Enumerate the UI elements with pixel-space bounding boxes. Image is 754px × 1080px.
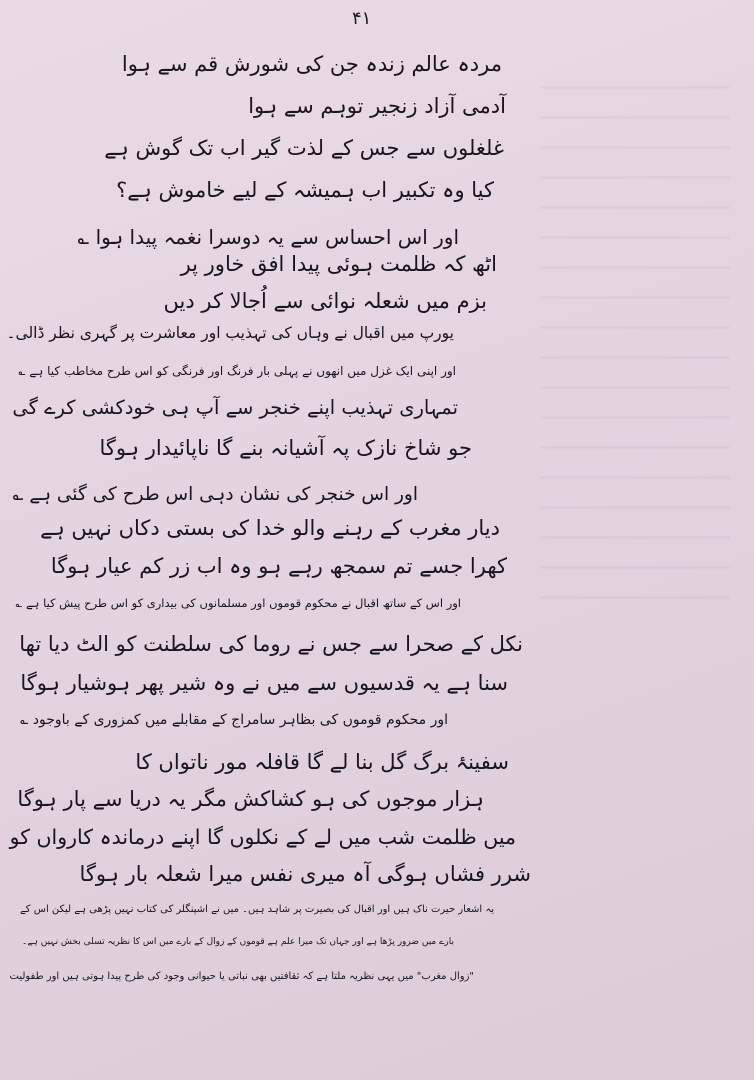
verse-line: سنا ہے یہ قدسیوں سے میں نے وہ شیر پھر ہوشیار ہوگا <box>20 671 508 695</box>
verse-line: آدمی آزاد زنجیر توہم سے ہوا <box>248 94 506 118</box>
prose-line: "زوال مغرب" میں یہی نظریہ ملتا ہے کہ ثقافتیں بھی نباتی یا حیوانی وجود کی طرح پیدا ہوتی ہیں اور طفولیت <box>9 971 474 982</box>
prose-line: یورپ میں اقبال نے وہاں کی تہذیب اور معاشرت پر گہری نظر ڈالی۔ <box>6 324 454 342</box>
prose-line: یہ اشعار حیرت ناک ہیں اور اقبال کی بصیرت پر شاہد ہیں۔ میں نے اشپنگلر کی کتاب نہیں پڑھی ہے لیکن اس کے <box>19 904 494 915</box>
verse-line: کیا وہ تکبیر اب ہمیشہ کے لیے خاموش ہے؟ <box>116 178 494 202</box>
prose-line: اور اپنی ایک غزل میں انھوں نے پہلی بار فرنگ اور فرنگی کو اس طرح مخاطب کیا ہے ؎ <box>18 364 456 378</box>
verse-line: سفینۂ برگ گل بنا لے گا قافلہ مور ناتواں کا <box>135 750 509 774</box>
verse-line: نکل کے صحرا سے جس نے روما کی سلطنت کو الٹ دیا تھا <box>19 632 523 656</box>
page-number: ۴۱ <box>352 8 372 29</box>
verse-line: مردہ عالم زندہ جن کی شورش قم سے ہوا <box>121 52 502 76</box>
verse-line: تمہاری تہذیب اپنے خنجر سے آپ ہی خودکشی کرے گی <box>12 396 458 419</box>
prose-line: اور اس احساس سے یہ دوسرا نغمہ پیدا ہوا ؎ <box>77 225 459 249</box>
prose-line: اور اس خنجر کی نشان دہی اس طرح کی گئی ہے ؎ <box>12 484 418 505</box>
verse-line: ہزار موجوں کی ہو کشاکش مگر یہ دریا سے پار ہوگا <box>17 787 484 811</box>
verse-line: میں ظلمت شب میں لے کے نکلوں گا اپنے درماندہ کارواں کو <box>9 825 516 849</box>
verse-line: شرر فشاں ہوگی آہ میری نفس میرا شعلہ بار ہوگا <box>79 862 531 886</box>
verse-line: بزم میں شعلہ نوائی سے اُجالا کر دیں <box>163 289 487 313</box>
verse-line: کھرا جسے تم سمجھ رہے ہو وہ اب زر کم عیار ہوگا <box>50 554 507 578</box>
prose-line: بارے میں ضرور پڑھا ہے اور جہاں تک میرا علم ہے قوموں کے زوال کے بارے میں اس کا نظریہ تسلی بخش نہیں ہے۔ <box>22 937 454 947</box>
verse-line: غلغلوں سے جس کے لذت گیر اب تک گوش ہے <box>104 136 504 160</box>
prose-line: اور محکوم قوموں کی بظاہر سامراج کے مقابلے میں کمزوری کے باوجود ؎ <box>20 712 448 728</box>
verse-line: اٹھ کہ ظلمت ہوئی پیدا افق خاور پر <box>180 252 497 276</box>
verse-line: جو شاخ نازک پہ آشیانہ بنے گا ناپائیدار ہوگا <box>99 436 472 460</box>
verse-line: دیار مغرب کے رہنے والو خدا کی بستی دکاں نہیں ہے <box>40 516 500 540</box>
prose-line: اور اس کے ساتھ اقبال نے محکوم قوموں اور مسلمانوں کی بیداری کو اس طرح پیش کیا ہے ؎ <box>15 596 461 610</box>
bleed-through-text <box>540 60 730 620</box>
